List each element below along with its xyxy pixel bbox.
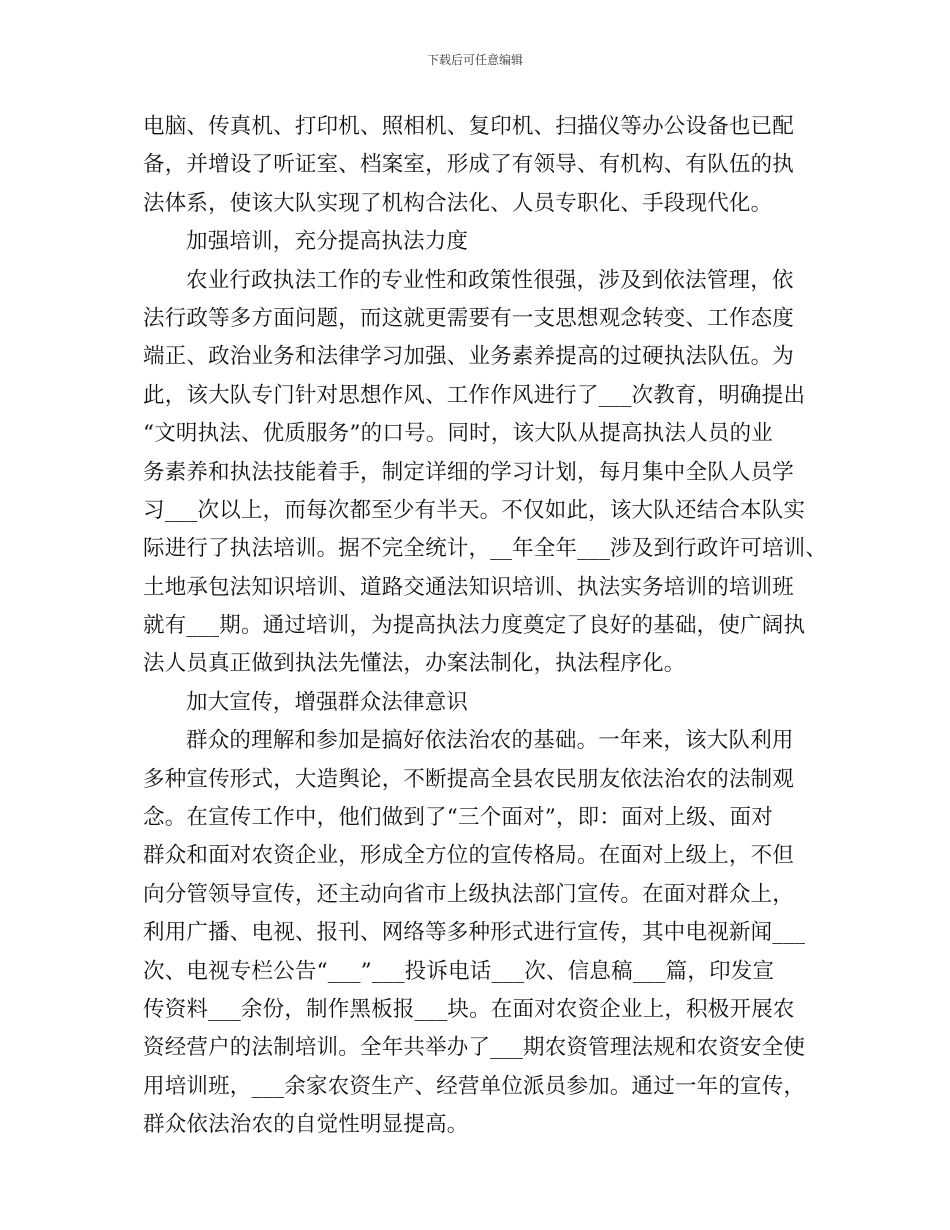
text-line: 利用广播、电视、报刊、网络等多种形式进行宣传，其中电视新闻___: [143, 920, 806, 946]
text-line: 群众依法治农的自觉性明显提高。: [143, 1112, 469, 1138]
text-line: 土地承包法知识培训、道路交通法知识培训、执法实务培训的培训班: [143, 574, 795, 600]
text-line: 端正、政治业务和法律学习加强、业务素养提高的过硬执法队伍。为: [143, 344, 795, 370]
text-line: 务素养和执法技能着手，制定详细的学习计划，每月集中全队人员学: [143, 459, 795, 485]
text-line: 念。在宣传工作中，他们做到了“三个面对”，即：面对上级、面对: [143, 805, 773, 831]
text-line: 用培训班，___余家农资生产、经营单位派员参加。通过一年的宣传，: [143, 1073, 806, 1099]
text-line: 次、电视专栏公告“___”___投诉电话___次、信息稿___篇，印发宣: [143, 958, 775, 984]
text-line: 传资料___余份，制作黑板报___块。在面对农资企业上，积极开展农: [143, 996, 795, 1022]
page-header: 下载后可任意编辑: [426, 53, 523, 67]
document-body: [143, 108, 828, 1145]
text-line: 加强培训，充分提高执法力度: [186, 229, 469, 255]
text-line: 备，并增设了听证室、档案室，形成了有领导、有机构、有队伍的执: [143, 152, 795, 178]
text-line: 加大宣传，增强群众法律意识: [186, 689, 469, 715]
text-line: “文明执法、优质服务”的口号。同时，该大队从提高执法人员的业: [143, 421, 773, 447]
text-line: 资经营户的法制培训。全年共举办了___期农资管理法规和农资安全使: [143, 1035, 806, 1061]
text-line: 法行政等多方面问题，而这就更需要有一支思想观念转变、工作态度: [143, 305, 795, 331]
text-line: 群众和面对农资企业，形成全方位的宣传格局。在面对上级上，不但: [143, 843, 795, 869]
text-line: 多种宣传形式，大造舆论，不断提高全县农民朋友依法治农的法制观: [143, 766, 795, 792]
text-line: 就有___期。通过培训，为提高执法力度奠定了良好的基础，使广阔执: [143, 613, 806, 639]
text-line: 向分管领导宣传，还主动向省市上级执法部门宣传。在面对群众上，: [143, 881, 795, 907]
text-line: 群众的理解和参加是搞好依法治农的基础。一年来，该大队利用: [186, 728, 794, 754]
text-line: 际进行了执法培训。据不完全统计，__年全年___涉及到行政许可培训、: [143, 536, 828, 562]
text-line: 法人员真正做到执法先懂法，办案法制化，执法程序化。: [143, 651, 686, 677]
text-line: 此，该大队专门针对思想作风、工作作风进行了___次教育，明确提出: [143, 382, 806, 408]
text-line: 电脑、传真机、打印机、照相机、复印机、扫描仪等办公设备也已配: [143, 114, 795, 139]
text-line: 习___次以上，而每次都至少有半天。不仅如此，该大队还结合本队实: [143, 497, 806, 523]
text-line: 农业行政执法工作的专业性和政策性很强，涉及到依法管理，依: [186, 267, 794, 293]
text-line: 法体系，使该大队实现了机构合法化、人员专职化、手段现代化。: [143, 190, 773, 216]
